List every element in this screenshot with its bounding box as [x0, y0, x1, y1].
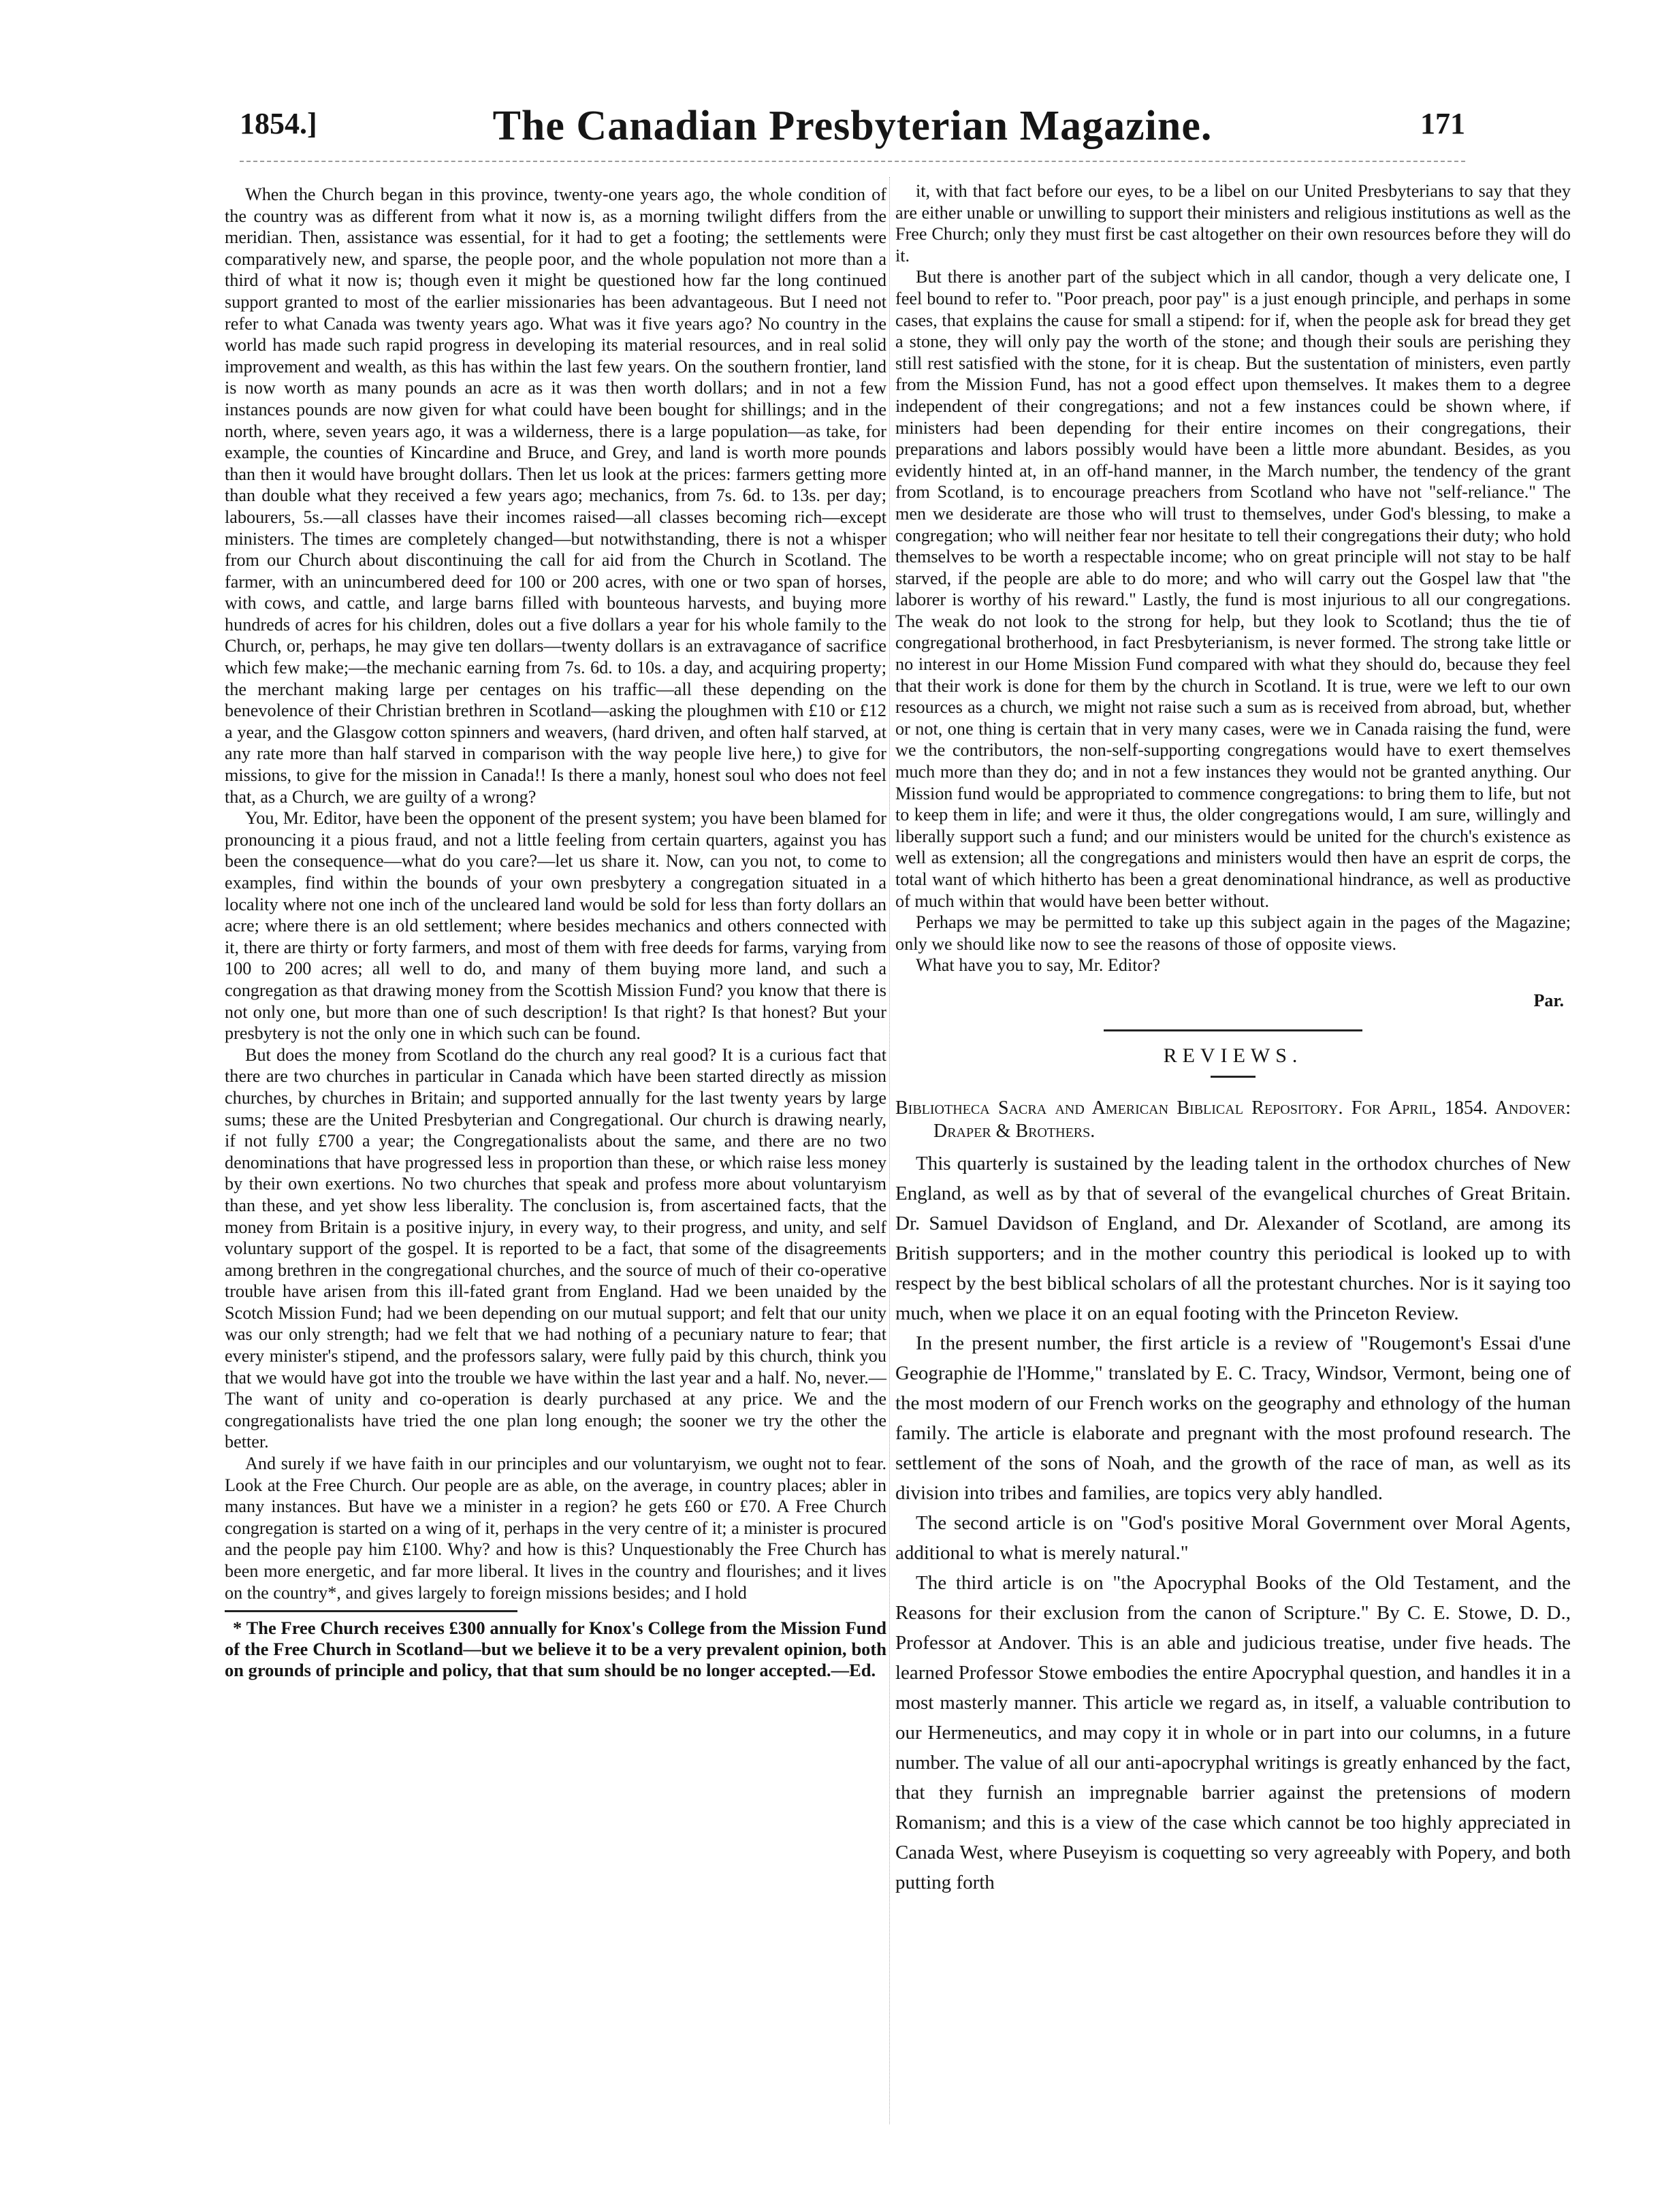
right-paragraph-3: Perhaps we may be permitted to take up this subject again in the pages of the Magazine; only we should like now to see the reasons of those of opposite views. — [895, 912, 1571, 954]
section-rule — [1104, 1029, 1362, 1031]
letter-signature: Par. — [1533, 990, 1564, 1010]
column-divider — [889, 177, 890, 2124]
footnote-rule — [225, 1610, 517, 1612]
review-paragraph-4: The third article is on "the Apocryphal Books of the Old Testament, and the Reasons for their exclusion from the canon of Scripture." By C. E. Stowe, D. D., Professor at Andover. This is an able and judicious treatise, under five heads. The learned Professor Stowe embodies the entire Apocryphal question, and handles it in a most masterly manner. This article we regard as, in itself, a valuable contribution to our Hermeneutics, and may copy it in whole or in part into our columns, in a future number. The value of all our anti-apocryphal writings is greatly enhanced by the fact, that they furnish an impregnable barrier against the pretensions of modern Romanism; and this is a view of the case which cannot be too highly appreciated in Canada West, where Puseyism is coquetting so very agreeably with Popery, and both putting forth — [895, 1572, 1571, 1894]
footnote — [225, 1618, 886, 1681]
section-rule-short — [1211, 1076, 1256, 1078]
magazine-title: The Canadian Presbyterian Magazine. — [492, 103, 1213, 149]
right-paragraph-4: What have you to say, Mr. Editor? — [916, 955, 1161, 976]
review-paragraph-2: In the present number, the first article is a review of "Rougemont's Essai d'une Geographie de l'Homme," translated by E. C. Tracy, Windsor, Vermont, being one of the most modern of our French works on the geography and ethnology of the human family. The article is elaborate and pregnant with the most profound research. The settlement of the sons of Noah, and the growth of the race of man, as well as its division into tribes and families, are topics very ably handled. — [895, 1332, 1571, 1505]
footnote-text: * The Free Church receives £300 annually for Knox's College from the Mission Fund of the Free Church in Scotland—but we believe it to be a very prevalent opinion, both on grounds of principle and policy, that that sum should be no longer accepted.—Ed. — [225, 1618, 886, 1681]
reviews-heading: REVIEWS. — [1163, 1044, 1303, 1067]
header-rule — [240, 161, 1465, 162]
page-number: 171 — [1420, 107, 1465, 140]
review-paragraph-3: The second article is on "God's positive Moral Government over Moral Agents, additional to what is merely natural." — [895, 1512, 1571, 1565]
left-paragraph-2: You, Mr. Editor, have been the opponent of the present system; you have been blamed for pronouncing it a pious fraud, and not a little feeling from certain quarters, against you has been the consequence—what do you care?—let us share it. Now, can you not, to come to examples, find within the bounds of your own presbytery a congregation situated in a locality where not one inch of the uncleared land would be sold for less than forty dollars an acre; where there is an old settlement; where besides mechanics and others connected with it, there are thirty or forty farmers, and most of them with free deeds for farms, varying from 100 to 200 acres; all well to do, and many of them buying more land, and such a congregation as that drawing money from the Scottish Mission Fund? you know that there is not only one, but more than one of such description! Is that right? Is that honest? But your presbytery is not the only one in which such can be found. — [225, 808, 886, 1044]
review-paragraph-1: This quarterly is sustained by the leading talent in the orthodox churches of New England, as well as by that of several of the evangelical churches of Great Britain. Dr. Samuel Davidson of England, and Dr. Alexander of Scotland, are among its British supporters; and in the mother country this periodical is looked up to with respect by the best biblical scholars of all the protestant churches. Nor is it saying too much, when we place it on an equal footing with the Princeton Review. — [895, 1153, 1571, 1325]
header-year: 1854.] — [240, 107, 317, 140]
left-paragraph-4: And surely if we have faith in our principles and our voluntaryism, we ought not to fear. Look at the Free Church. Our people are as able, on the average, in country places; abler in many instances. But have we a minister in a region? he gets £60 or £70. A Free Church congregation is started on a wing of it, perhaps in the very centre of it; a minister is procured and the people pay him £100. Why? and how is this? Unquestionably the Free Church has been more energetic, and far more liberal. It lives in the country and flourishes; and it lives on the country*, and gives largely to foreign missions besides; and I hold — [225, 1454, 886, 1603]
right-paragraph-1: it, with that fact before our eyes, to be a libel on our United Presbyterians to say that they are either unable or unwilling to support their ministers and religious institutions as well as the Free Church; only they must first be cast altogether on their own resources before they will do it. — [895, 181, 1571, 266]
review-body — [895, 1149, 1571, 1897]
page-header — [240, 102, 1465, 157]
review-title: Bibliotheca Sacra and American Biblical Repository. For April, 1854. Andover: Draper & Brothers. — [895, 1097, 1571, 1142]
right-paragraph-2: But there is another part of the subject which in all candor, though a very delicate one, I feel bound to refer to. "Poor preach, poor pay" is a just enough principle, and perhaps in some cases, that explains the cause for small a stipend: for if, when the people ask for bread they get a stone, they will only pay the worth of the stone; and though their souls are perishing they still rest satisfied with the stone, for it is cheap. But the sustentation of ministers, even partly from the Mission Fund, has not a good effect upon themselves. It makes them to a degree independent of their congregations; and not a few instances could be shown where, if ministers had been depending for their entire incomes on their congregations, their preparations and labors possibly would have been a little more abundant. Besides, as you evidently hinted at, in an off-hand manner, in the March number, the tendency of the grant from Scotland, is to encourage preachers from Scotland who have not "self-reliance." The men we desiderate are those who will trust to themselves, under God's blessing, to make a congregation; who will neither fear nor hesitate to tell their congregations their duty; who hold themselves to be worth a respectable income; who on great principle will not stay to be half starved, if the people are able to do more; and who will carry out the Gospel law that "the laborer is worthy of his reward." Lastly, the fund is most injurious to all our congregations. The weak do not look to the strong for help, but they look to Scotland; thus the tie of congregational brotherhood, in fact Presbyterianism, is never formed. The strong take little or no interest in our Home Mission Fund compared with what they should do, because they feel that their work is done for them by the church in Scotland. It is true, were we left to our own resources as a church, we might not raise such a sum as is received from abroad, but, whether or not, one thing is certain that in very many cases, were we in Canada raising the fund, were we the contributors, the non-self-supporting congregations would have to exert themselves much more than they do; and in not a few instances they would not be granted anything. Our Mission fund would be appropriated to commence congregations: to bring them to life, but not to keep them in life; and were it thus, the older congregations would, I am sure, willingly and liberally support such a fund; and our ministers would be united for the church's existence as well as extension; all the congregations and ministers would then have an esprit de corps, the total want of which hitherto has been a great denominational hindrance, as well as productive of much within that would have been better without. — [895, 267, 1571, 911]
left-paragraph-3: But does the money from Scotland do the church any real good? It is a curious fact that there are two churches in particular in Canada which have been started directly as mission churches, by churches in Britain; and supported annually for the last twenty years by large sums; these are the United Presbyterian and Congregational. Our church is drawing nearly, if not fully £700 a year; the Congregationalists about the same, and there are no two denominations that have progressed less in proportion than these, or which raise less money by their own exertions. No two churches that speak and profess more about voluntaryism than these, and yet show less liberality. The conclusion is, from ascertained facts, that the money from Britain is a positive injury, in every way, to their progress, and unity, and self voluntary support of the gospel. It is reported to be a fact, that some of the disagreements among brethren in the congregational churches, and the source of much of their co-operative trouble have arisen from this ill-fated grant from England. Had we been unaided by the Scotch Mission Fund; had we been depending on our mutual support; and felt that our unity was our only strength; had we felt that we had nothing of a pecuniary nature to fear; that every minister's stipend, and the professors salary, were fully paid by this church, think you that we would have got into the trouble we have within the last year and a half. No, never.—The want of unity and co-operation is dearly purchased at any price. We and the congregationalists have tried the one plan long enough; the sooner we try the other the better. — [225, 1044, 886, 1452]
left-paragraph-1: When the Church began in this province, twenty-one years ago, the whole condition of the country was as different from what it now is, as a morning twilight differs from the meridian. Then, assistance was essential, for it had to get a footing; the settlements were comparatively new, and sparse, the people poor, and the whole population not more than a third of what it now is; though even it might be questioned how far the long continued support granted to most of the earlier missionaries has been advantageous. But I need not refer to what Canada was twenty years ago. What was it five years ago? No country in the world has made such rapid progress in developing its material resources, and in real solid improvement and wealth, as this has within the last few years. On the southern frontier, land is now worth as many pounds an acre as it was then worth dollars; and in not a few instances pounds are now given for what could have been bought for shillings; and in the north, where, seven years ago, it was a wilderness, there is a large population—as take, for example, the counties of Kincardine and Bruce, and Grey, and land is worth more pounds than then it would have brought dollars. Then let us look at the prices: farmers getting more than double what they received a few years ago; mechanics, from 7s. 6d. to 13s. per day; labourers, 5s.—all classes have their incomes raised—all classes becoming rich—except ministers. The times are completely changed—but notwithstanding, there is not a whisper from our Church about discontinuing the call for aid from the Church in Scotland. The farmer, with an unincumbered deed for 100 or 200 acres, with one or two span of horses, with cows, and cattle, and large barns filled with bounteous harvests, and buying more hundreds of acres for his children, doles out a five dollars a year for his whole family to the Church, or, perhaps, he may give ten dollars—twenty dollars is an extravagance of sacrifice which few make;—the mechanic earning from 7s. 6d. to 10s. a day, and acquiring property; the merchant making large per centages on his traffic—all these depending on the benevolence of their Christian brethren in Scotland—asking the ploughmen with £10 or £12 a year, and the Glasgow cotton spinners and weavers, (hard driven, and often half starved, at any rate more than half starved in comparison with the way people live here,) to give for missions, to give for the mission in Canada!! Is there a manly, honest soul who does not feel that, as a Church, we are guilty of a wrong? — [225, 185, 886, 807]
left-column — [225, 184, 886, 1681]
right-column — [895, 180, 1571, 1897]
